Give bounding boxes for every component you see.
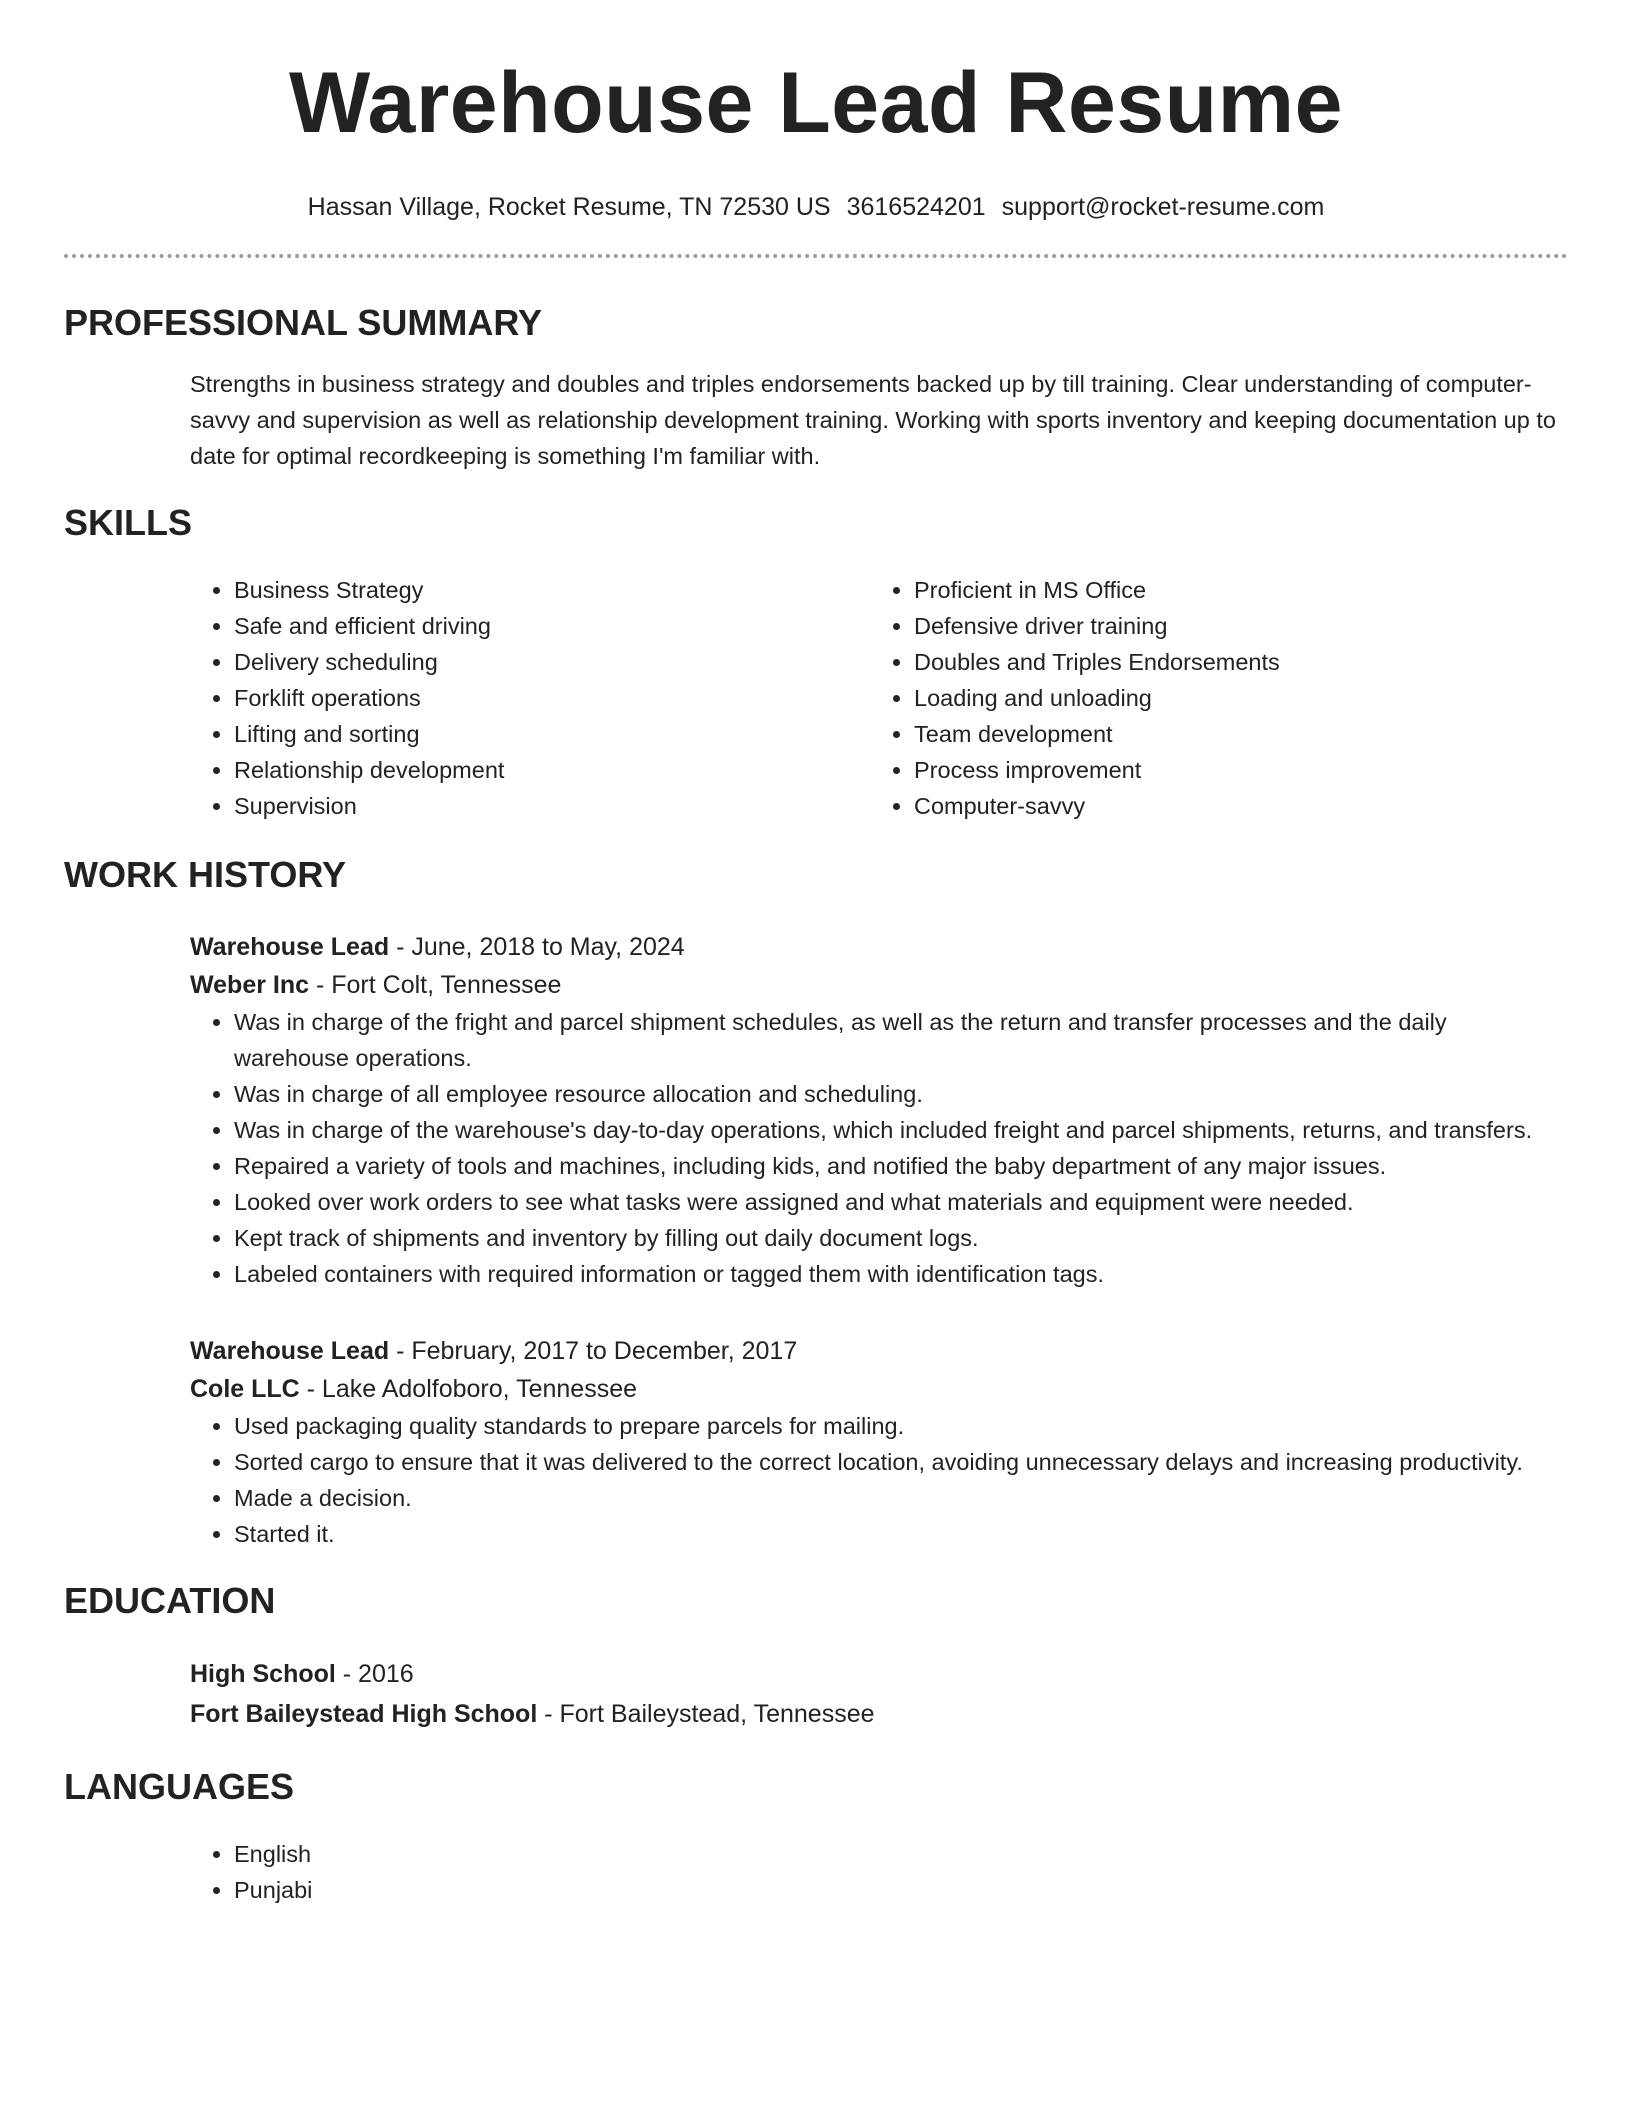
job-bullet: • Labeled containers with required information or tagged them with identification tags. <box>234 1256 1568 1292</box>
skill-item: • Proficient in MS Office <box>914 572 1550 608</box>
work-history-heading: WORK HISTORY <box>64 854 347 895</box>
job-bullet: • Used packaging quality standards to prepare parcels for mailing. <box>234 1408 1568 1444</box>
contact-line <box>64 190 1568 224</box>
job-title: Warehouse Lead <box>190 1337 390 1365</box>
skills-heading: SKILLS <box>64 502 193 543</box>
job-bullet: • Sorted cargo to ensure that it was delivered to the correct location, avoiding unnecessary delays and increasing productivity. <box>234 1444 1568 1480</box>
summary-text: Strengths in business strategy and doubles and triples endorsements backed up by till training. Clear understanding of computer-savvy and supervision as well as relationship development training. Working with sports inventory and keeping documentation up to date for optimal recordkeeping is something I'm familiar with. <box>190 371 1556 469</box>
language-item: • Punjabi <box>234 1872 1568 1908</box>
job-dates: - February, 2017 to December, 2017 <box>389 1337 798 1365</box>
education-year: - 2016 <box>335 1660 414 1688</box>
education-degree: High School <box>190 1660 336 1688</box>
skill-item: • Supervision <box>234 788 870 824</box>
skill-item: • Defensive driver training <box>914 608 1550 644</box>
job-location: - Lake Adolfoboro, Tennessee <box>299 1375 637 1403</box>
skills-right-column <box>870 572 1550 824</box>
header-divider <box>64 254 1568 258</box>
skills-right-list <box>870 572 1550 824</box>
education-heading: EDUCATION <box>64 1580 276 1621</box>
skill-item: • Team development <box>914 716 1550 752</box>
skills-left-column <box>190 572 870 824</box>
contact-address: Hassan Village, Rocket Resume, TN 72530 US <box>307 193 831 221</box>
languages-list <box>190 1836 1568 1908</box>
contact-phone: 3616524201 <box>846 193 986 221</box>
skill-item: • Business Strategy <box>234 572 870 608</box>
job-bullet: • Kept track of shipments and inventory by filling out daily document logs. <box>234 1220 1568 1256</box>
job-bullet: • Was in charge of all employee resource allocation and scheduling. <box>234 1076 1568 1112</box>
job-company-line <box>190 966 1568 1004</box>
skill-item: • Doubles and Triples Endorsements <box>914 644 1550 680</box>
job-company: Cole LLC <box>190 1375 300 1403</box>
education-degree-line <box>190 1654 1568 1694</box>
skill-item: • Relationship development <box>234 752 870 788</box>
skill-item: • Forklift operations <box>234 680 870 716</box>
education-school: Fort Baileystead High School <box>190 1700 538 1728</box>
skill-item: • Process improvement <box>914 752 1550 788</box>
job-bullet: • Started it. <box>234 1516 1568 1552</box>
summary-heading: PROFESSIONAL SUMMARY <box>64 302 543 343</box>
job-dates: - June, 2018 to May, 2024 <box>389 933 685 961</box>
job-title: Warehouse Lead <box>190 933 390 961</box>
job-bullet: • Was in charge of the warehouse's day-to-day operations, which included freight and parcel shipments, returns, and transfers. <box>234 1112 1568 1148</box>
job-bullets <box>190 1408 1568 1552</box>
job-title-line <box>190 928 1568 966</box>
job-title-line <box>190 1332 1568 1370</box>
language-item: • English <box>234 1836 1568 1872</box>
skills-left-list <box>190 572 870 824</box>
education-entry <box>190 1654 1568 1734</box>
education-location: - Fort Baileystead, Tennessee <box>537 1700 875 1728</box>
skill-item: • Delivery scheduling <box>234 644 870 680</box>
languages-heading: LANGUAGES <box>64 1766 295 1807</box>
education-school-line <box>190 1694 1568 1734</box>
page-title: Warehouse Lead Resume <box>289 55 1343 151</box>
skill-item: • Safe and efficient driving <box>234 608 870 644</box>
skill-item: • Loading and unloading <box>914 680 1550 716</box>
job-company-line <box>190 1370 1568 1408</box>
job-bullet: • Looked over work orders to see what tasks were assigned and what materials and equipment were needed. <box>234 1184 1568 1220</box>
job-bullet: • Made a decision. <box>234 1480 1568 1516</box>
contact-email: support@rocket-resume.com <box>1001 193 1325 221</box>
skill-item: • Lifting and sorting <box>234 716 870 752</box>
job-location: - Fort Colt, Tennessee <box>309 971 562 999</box>
skill-item: • Computer-savvy <box>914 788 1550 824</box>
job-company: Weber Inc <box>190 971 310 999</box>
job-bullet: • Repaired a variety of tools and machines, including kids, and notified the baby department of any major issues. <box>234 1148 1568 1184</box>
job-bullet: • Was in charge of the fright and parcel shipment schedules, as well as the return and transfer processes and the daily warehouse operations. <box>234 1004 1568 1076</box>
languages-list-wrap <box>190 1836 1568 1908</box>
skills-columns <box>190 572 1568 824</box>
job-bullets <box>190 1004 1568 1292</box>
job-entry-2 <box>190 1332 1568 1552</box>
job-entry-1 <box>190 928 1568 1292</box>
